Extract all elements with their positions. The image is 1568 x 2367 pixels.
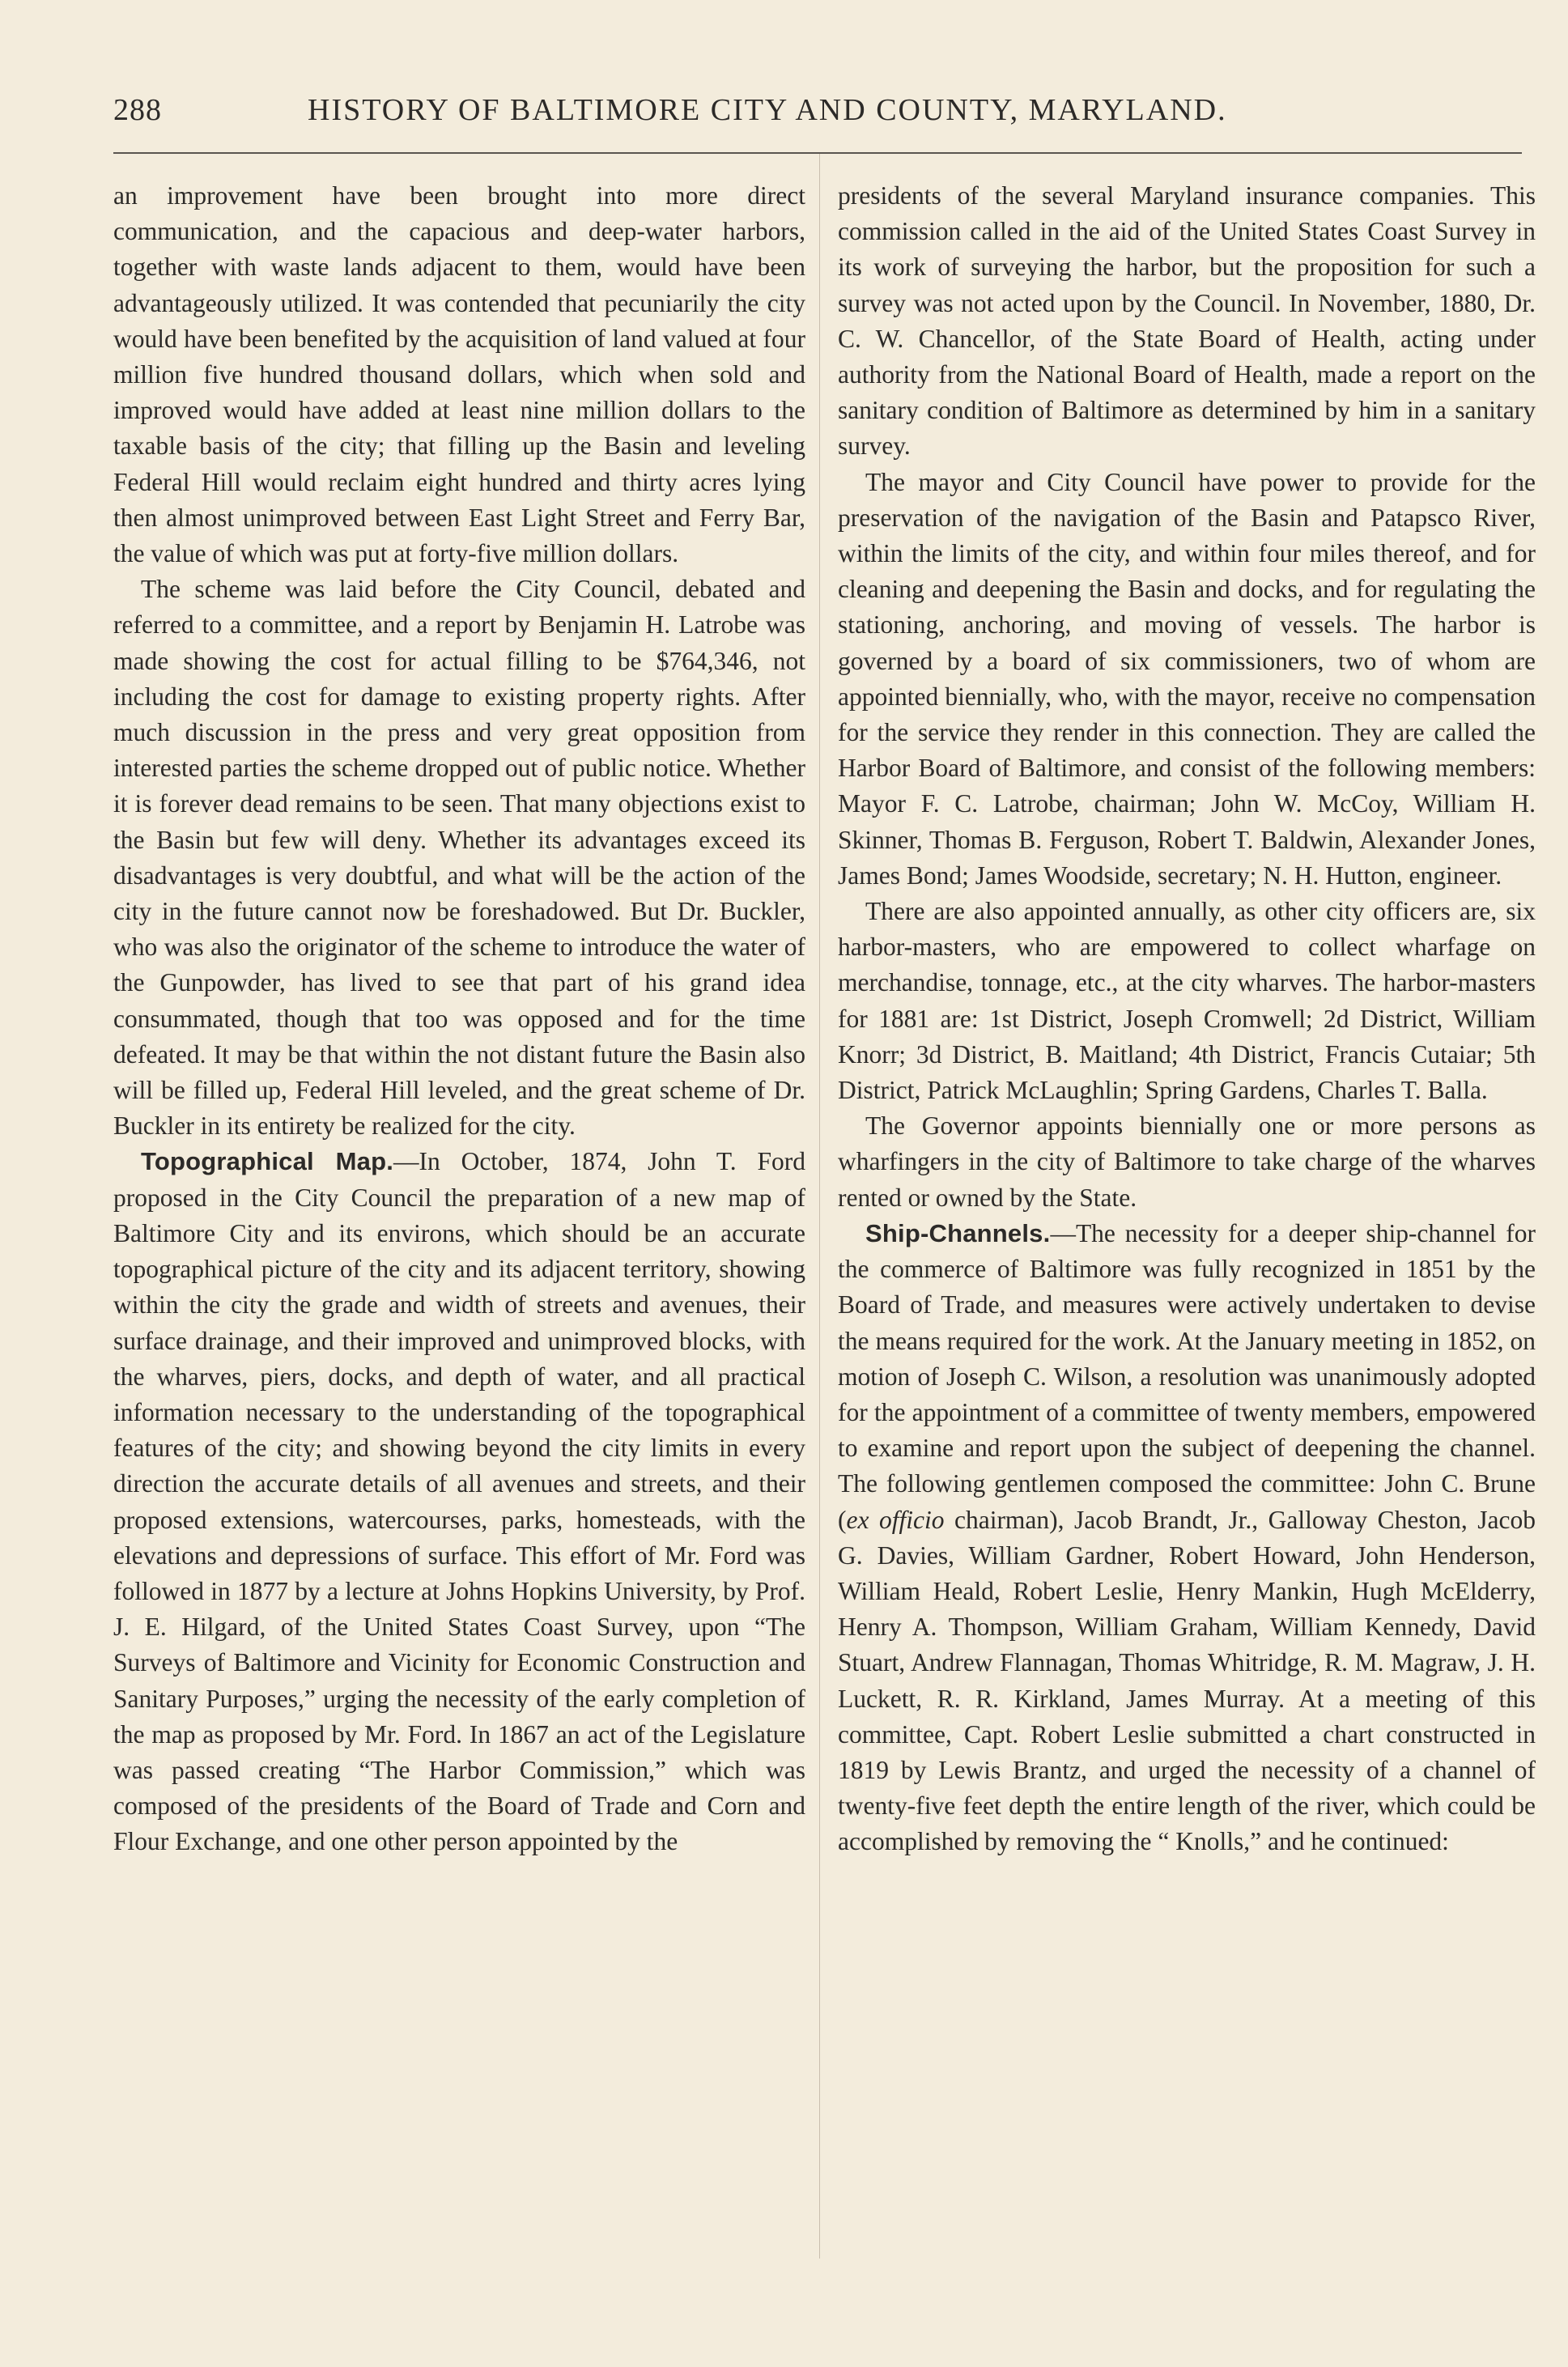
paragraph-body-continued: chairman), Jacob Brandt, Jr., Galloway Cheston, Jacob G. Davies, William Gardner, Robert Howard, John Henderson, William Heald, Robert Leslie, Henry Mankin, Hugh McElderry, Henry A. Thompson, William Graham, William Kennedy, David Stuart, Andrew Flannagan, Thomas Whitridge, R. M. Magraw, J. H. Luckett, R. R. Kirkland, James Murray. At a meeting of this committee, Capt. Robert Leslie submitted a chart constructed in 1819 by Lewis Brantz, and urged the necessity of a channel of twenty-five feet depth the entire length of the river, which could be accomplished by removing the “ Knolls,” and he continued: <box>838 1505 1536 1856</box>
header-rule <box>113 152 1522 154</box>
paragraph: The scheme was laid before the City Council, debated and referred to a committee, and a report by Benjamin H. Latrobe was made showing the cost for actual filling to be $764,346, not including the cost for damage to existing property rights. After much discussion in the press and very great opposition from interested parties the scheme dropped out of public notice. Whether it is forever dead remains to be seen. That many objections exist to the Basin but few will deny. Whether its advantages exceed its disadvantages is very doubtful, and what will be the action of the city in the future cannot now be foreshadowed. But Dr. Buckler, who was also the originator of the scheme to introduce the water of the Gunpowder, has lived to see that part of his grand idea consummated, though that too was opposed and for the time defeated. It may be that within the not distant future the Basin also will be filled up, Federal Hill leveled, and the great scheme of Dr. Buckler in its entirety be realized for the city. <box>113 575 805 1141</box>
page-header <box>113 84 1506 133</box>
page-number: 288 <box>113 93 162 127</box>
column-divider <box>819 154 820 2259</box>
paragraph-topographical-map <box>113 1144 805 1859</box>
running-title: HISTORY OF BALTIMORE CITY AND COUNTY, MARYLAND. <box>308 93 1227 127</box>
right-column <box>838 178 1536 1860</box>
left-column <box>113 178 805 1860</box>
paragraph: presidents of the several Maryland insurance companies. This commission called in the aid of the United States Coast Survey in its work of surveying the harbor, but the proposition for such a survey was not acted upon by the Council. In November, 1880, Dr. C. W. Chancellor, of the State Board of Health, acting under authority from the National Board of Health, made a report on the sanitary condition of Baltimore as determined by him in a sanitary survey. <box>838 181 1536 461</box>
paragraph: The Governor appoints biennially one or more persons as wharfingers in the city of Baltimore to take charge of the wharves rented or owned by the State. <box>838 1111 1536 1212</box>
paragraph-body: —In October, 1874, John T. Ford proposed in the City Council the preparation of a new map of Baltimore City and its environs, which should be an accurate topographical picture of the city and its adjacent territory, showing within the city the grade and width of streets and avenues, their surface drainage, and their improved and unimproved blocks, with the wharves, piers, docks, and depth of water, and all practical information necessary to the understanding of the topographical features of the city; and showing beyond the city limits in every direction the accurate details of all avenues and streets, and their proposed extensions, watercourses, parks, homesteads, with the elevations and depressions of surface. This effort of Mr. Ford was followed in 1877 by a lecture at Johns Hopkins University, by Prof. J. E. Hilgard, of the United States Coast Survey, upon “The Surveys of Baltimore and Vicinity for Economic Construction and Sanitary Purposes,” urging the necessity of the early completion of the map as proposed by Mr. Ford. In 1867 an act of the Legislature was passed creating “The Harbor Commission,” which was composed of the presidents of the Board of Trade and Corn and Flour Exchange, and one other person appointed by the <box>113 1147 805 1856</box>
paragraph-body: —The necessity for a deeper ship-channel for the commerce of Baltimore was fully recognized in 1851 by the Board of Trade, and measures were actively undertaken to devise the means required for the work. At the January meeting in 1852, on motion of Joseph C. Wilson, a resolution was unanimously adopted for the appointment of a committee of twenty members, empowered to examine and report upon the subject of deepening the channel. The following gentlemen composed the committee: John C. Brune ( <box>838 1218 1536 1534</box>
paragraph: an improvement have been brought into more direct communication, and the capacious and deep-water harbors, together with waste lands adjacent to them, would have been advantageously utilized. It was contended that pecuniarily the city would have been benefited by the acquisition of land valued at four million five hundred thousand dollars, which when sold and improved would have added at least nine million dollars to the taxable basis of the city; that filling up the Basin and leveling Federal Hill would reclaim eight hundred and thirty acres lying then almost unimproved between East Light Street and Ferry Bar, the value of which was put at forty-five million dollars. <box>113 181 805 568</box>
section-heading: Ship-Channels. <box>865 1218 1051 1247</box>
paragraph: There are also appointed annually, as other city officers are, six harbor-masters, who are empowered to collect wharfage on merchandise, tonnage, etc., at the city wharves. The harbor-masters for 1881 are: 1st District, Joseph Cromwell; 2d District, William Knorr; 3d District, B. Maitland; 4th District, Francis Cutaiar; 5th District, Patrick McLaughlin; Spring Gardens, Charles T. Balla. <box>838 897 1536 1105</box>
paragraph: The mayor and City Council have power to provide for the preservation of the navigation of the Basin and Patapsco River, within the limits of the city, and within four miles thereof, and for cleaning and deepening the Basin and docks, and for regulating the stationing, anchoring, and moving of vessels. The harbor is governed by a board of six commissioners, two of whom are appointed biennially, who, with the mayor, receive no compensation for the service they render in this connection. They are called the Harbor Board of Baltimore, and consist of the following members: Mayor F. C. Latrobe, chairman; John W. McCoy, William H. Skinner, Thomas B. Ferguson, Robert T. Baldwin, Alexander Jones, James Bond; James Woodside, secretary; N. H. Hutton, engineer. <box>838 467 1536 890</box>
italic-phrase: ex officio <box>846 1505 945 1534</box>
paragraph-ship-channels <box>838 1216 1536 1860</box>
section-heading: Topographical Map. <box>141 1147 394 1176</box>
